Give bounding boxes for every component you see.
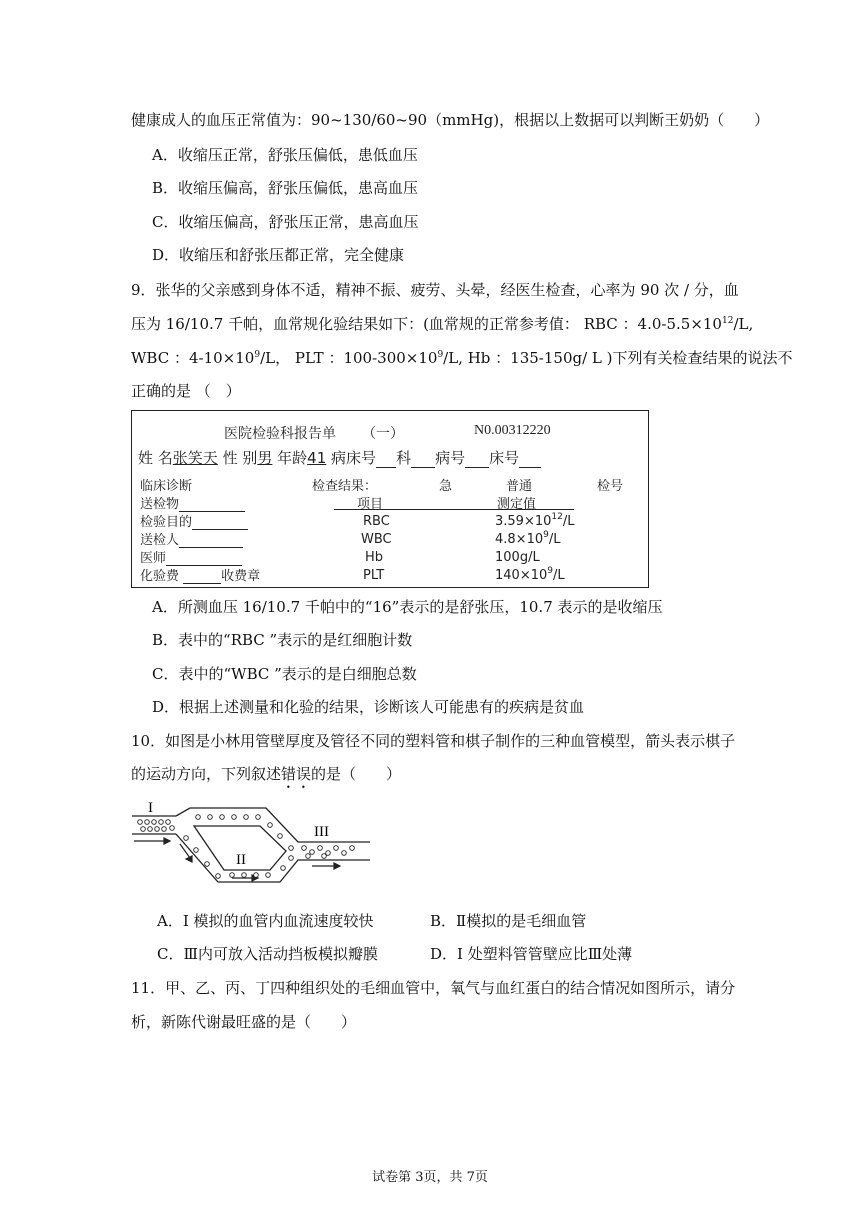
- label-purpose: 检验目的: [140, 511, 248, 530]
- label-vessel-iii: III: [314, 824, 329, 840]
- value-hb: 100g/L: [495, 550, 540, 565]
- q9-option-c: C．表中的“WBC ”表示的是白细胞总数: [152, 665, 417, 683]
- value-plt: $140\times 10^9/L$: [495, 566, 565, 583]
- label-doctor: 医师: [140, 547, 242, 566]
- q9-stem-line2: 压为 16/10.7 千帕，血常规化验结果如下：(血常规的正常参考值： RBC ：$4.0-5.5\times 10^{12}/L$,: [131, 315, 754, 333]
- q8-option-a: A．收缩压正常，舒张压偏低，患低血压: [152, 146, 418, 164]
- column-value: 测定值: [497, 497, 537, 512]
- blood-vessel-model-figure: [128, 798, 378, 894]
- item-plt: PLT: [363, 568, 385, 583]
- label-vessel-ii: II: [236, 852, 246, 868]
- q10-option-d: D．I 处塑料管管壁应比Ⅲ处薄: [430, 945, 633, 963]
- q10-option-b: B．Ⅱ模拟的是毛细血管: [430, 912, 587, 930]
- q10-option-c: C．Ⅲ内可放入活动挡板模拟瓣膜: [157, 945, 378, 963]
- q8-option-d: D．收缩压和舒张压都正常，完全健康: [152, 246, 405, 264]
- label-clinical-diagnosis: 临床诊断: [140, 479, 193, 494]
- normal-label: 普通: [506, 479, 533, 494]
- q9-stem-line1: 9．张华的父亲感到身体不适，精神不振、疲劳、头晕，经医生检查，心率为 90 次 / 分，血: [131, 281, 739, 299]
- item-wbc: WBC: [361, 532, 392, 547]
- q10-stem-line1: 10．如图是小林用管壁厚度及管径不同的塑料管和棋子制作的三种血管模型，箭头表示棋子: [131, 732, 736, 750]
- q10-option-a: A．I 模拟的血管内血流速度较快: [157, 912, 374, 930]
- urgent-label: 急: [439, 479, 453, 494]
- report-number: N0.00312220: [474, 423, 551, 438]
- item-hb: Hb: [365, 550, 384, 565]
- q8-option-c: C．收缩压偏高，舒张压正常，患高血压: [152, 213, 419, 231]
- check-number-label: 检号: [597, 479, 624, 494]
- lab-report: [131, 410, 649, 588]
- label-vessel-i: I: [148, 800, 153, 816]
- column-divider: [334, 509, 574, 510]
- column-item: 项目: [357, 497, 384, 512]
- q9-option-a: A．所测血压 16/10.7 千帕中的“16”表示的是舒张压，10.7 表示的是收缩压: [152, 598, 663, 616]
- report-title: 医院检验科报告单: [224, 426, 336, 442]
- label-fee: 化验费 收费章: [140, 569, 261, 584]
- q11-stem-line2: 析，新陈代谢最旺盛的是（ ）: [131, 1013, 357, 1031]
- label-sender: 送检人: [140, 529, 243, 548]
- q9-stem-line4: 正确的是 （ ）: [131, 382, 241, 400]
- q10-stem-line2: 的运动方向，下列叙述错误的是（ ）: [131, 765, 402, 783]
- page-footer: 试卷第 3页，共 7页: [372, 1170, 488, 1185]
- q8-stem: 健康成人的血压正常值为：90~130/60~90（mmHg)，根据以上数据可以判断王奶奶（ ）: [131, 111, 770, 129]
- q11-stem-line1: 11．甲、乙、丙、丁四种组织处的毛细血管中，氧气与血红蛋白的结合情况如图所示，请分: [131, 979, 736, 997]
- value-wbc: $4.8\times 10^9/L$: [495, 530, 561, 547]
- q9-stem-line3: WBC ：$4-10\times 10^9/L$， PLT ：$100-300\times 10^9/L$, Hb ：135-150g/ L )下列有关检查结果的说法不: [131, 349, 793, 367]
- result-label: 检查结果：: [312, 479, 378, 494]
- q8-option-b: B．收缩压偏高，舒张压偏低，患高血压: [152, 179, 419, 197]
- report-subtitle: （一）: [362, 426, 404, 442]
- q9-option-b: B．表中的“RBC ”表示的是红细胞计数: [152, 631, 413, 649]
- value-rbc: $3.59\times 10^{12}/L$: [495, 512, 575, 529]
- item-rbc: RBC: [363, 514, 390, 529]
- report-patient-row: 姓 名张笑天 性 别男 年龄41 病床号 科 病号 床号: [138, 447, 541, 468]
- label-specimen: 送检物: [140, 493, 245, 512]
- q9-option-d: D．根据上述测量和化验的结果，诊断该人可能患有的疾病是贫血: [152, 698, 585, 716]
